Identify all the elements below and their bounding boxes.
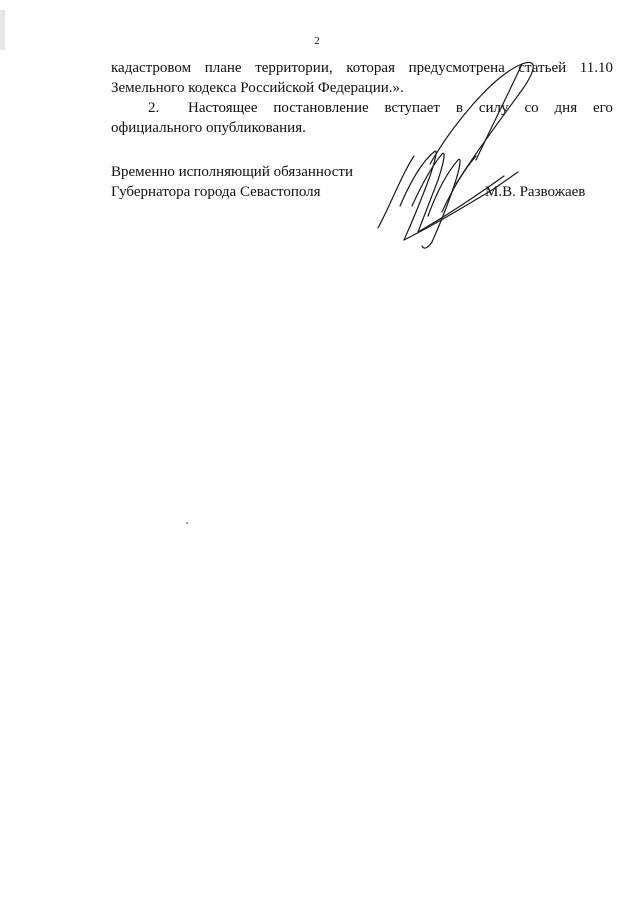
word: 11.10 [579, 60, 613, 76]
word: кадастровом [111, 60, 192, 76]
word: плане [204, 60, 242, 76]
scan-speck [186, 522, 188, 524]
word: со [524, 100, 539, 116]
word: которая [346, 60, 395, 76]
body-line-2: Земельного кодекса Российской Федерации.». [111, 80, 404, 96]
word: его [593, 100, 613, 116]
word: силу [478, 100, 509, 116]
word: предусмотрена [408, 60, 505, 76]
word: Настоящее [188, 100, 258, 116]
signer-position-line-1: Временно исполняющий обязанности [111, 164, 354, 180]
word: постановление [273, 100, 369, 116]
page-number: 2 [314, 35, 320, 47]
word: в [455, 100, 463, 116]
word: территории, [255, 60, 333, 76]
word: дня [554, 100, 578, 116]
word: статьей [518, 60, 567, 76]
signer-position [111, 162, 353, 202]
body-line-4: официального опубликования. [111, 120, 306, 136]
signer-name: М.В. Развожаев [485, 184, 586, 200]
signer-position-line-2: Губернатора города Севастополя [111, 184, 321, 200]
paragraph-number: 2. [148, 100, 160, 116]
word: вступает [384, 100, 440, 116]
handwritten-signature [372, 56, 540, 252]
